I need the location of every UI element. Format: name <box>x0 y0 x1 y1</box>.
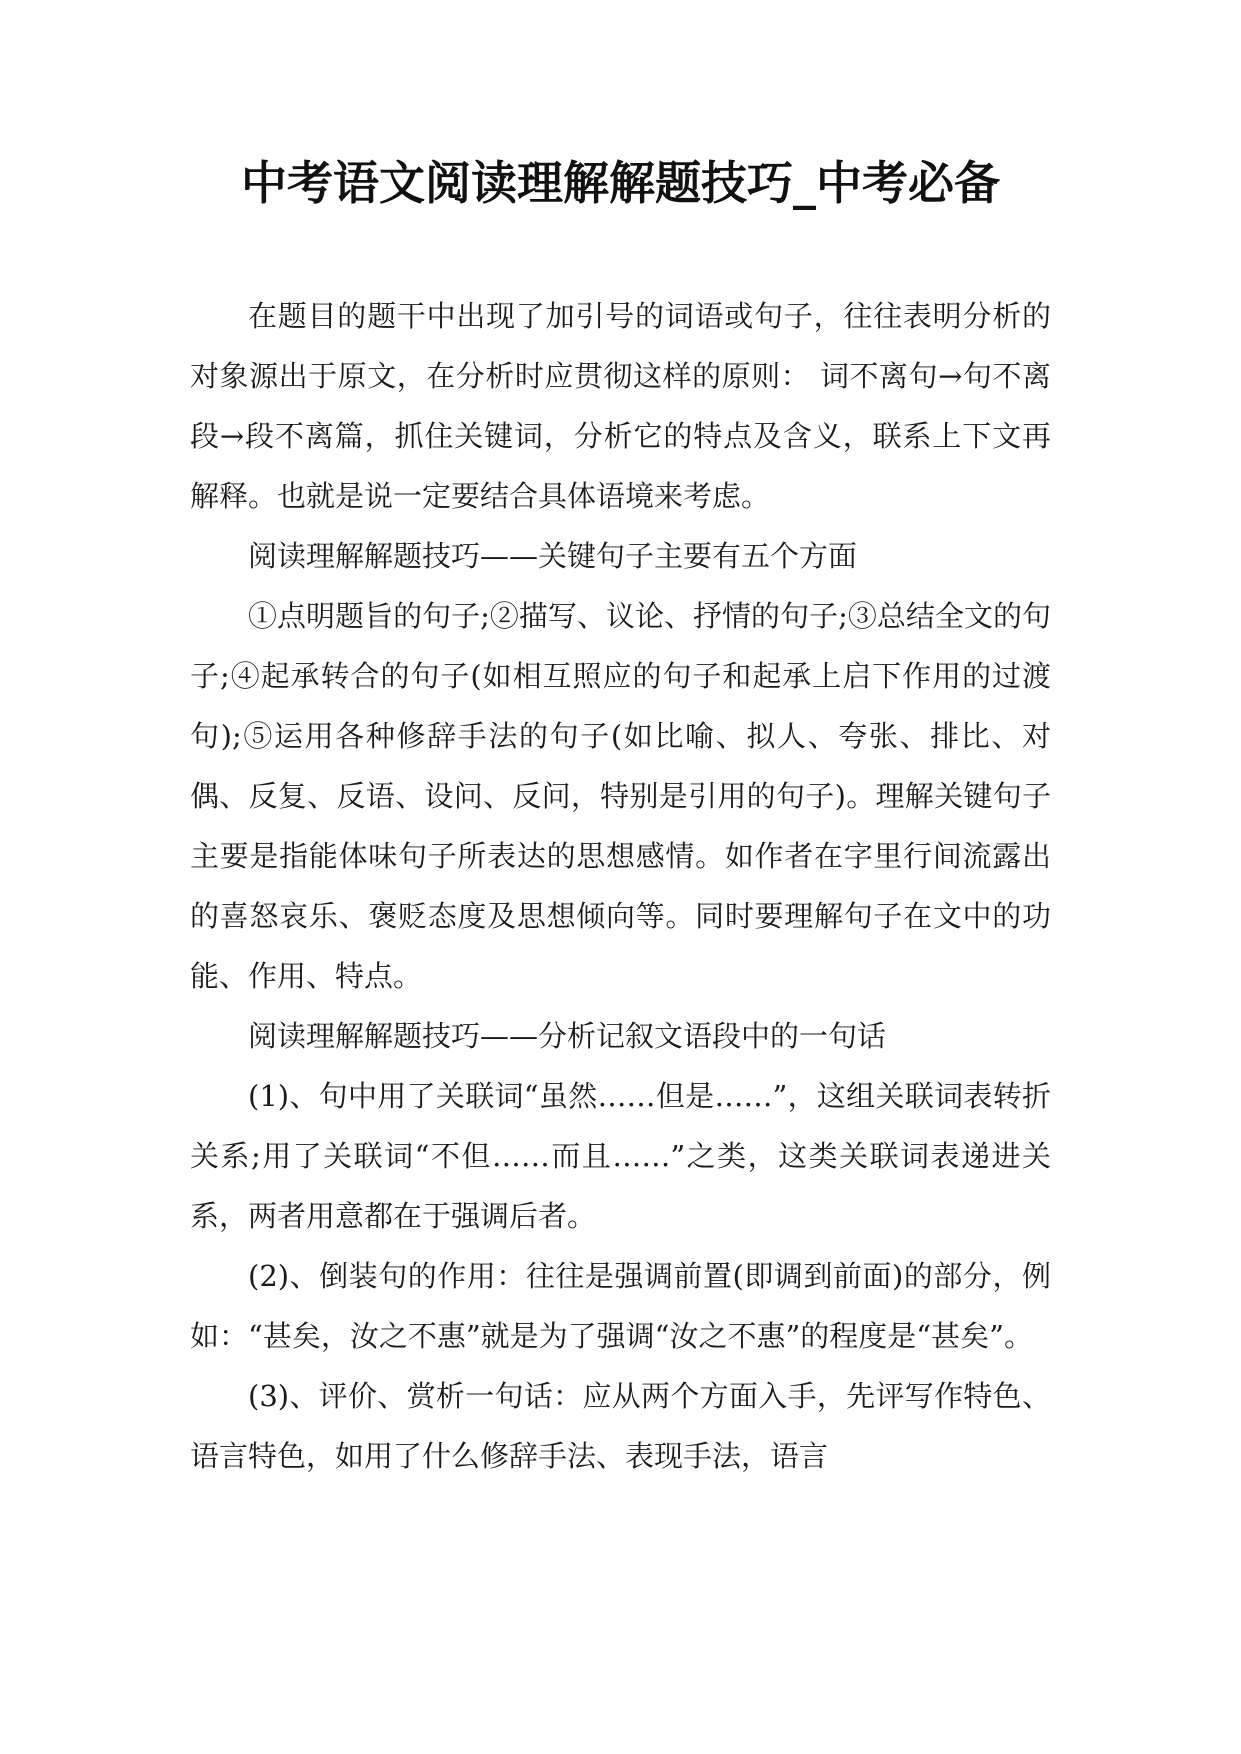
paragraph-intro: 在题目的题干中出现了加引号的词语或句子，往往表明分析的对象源出于原文，在分析时应贯彻这样的原则： 词不离句→句不离段→段不离篇，抓住关键词，分析它的特点及含义，联系上下文再解释。也就是说一定要结合具体语境来考虑。 <box>190 299 1051 513</box>
paragraph-inverted-sentence: (2)、倒装句的作用：往往是强调前置(即调到前面)的部分，例如：“甚矣，汝之不惠”就是为了强调“汝之不惠”的程度是“甚矣”。 <box>190 1259 1051 1353</box>
paragraph-key-sentences-list: ①点明题旨的句子;②描写、议论、抒情的句子;③总结全文的句子;④起承转合的句子(如相互照应的句子和起承上启下作用的过渡句);⑤运用各种修辞手法的句子(如比喻、拟人、夸张、排比、对偶、反复、反语、设问、反问，特别是引用的句子)。理解关键句子主要是指能体味句子所表达的思想感情。如作者在字里行间流露出的喜怒哀乐、褒贬态度及思想倾向等。同时要理解句子在文中的功能、作用、特点。 <box>190 599 1051 993</box>
paragraph-key-sentences-heading: 阅读理解解题技巧——关键句子主要有五个方面 <box>248 539 858 573</box>
document-title: 中考语文阅读理解解题技巧_中考必备 <box>241 156 1000 210</box>
document-body <box>190 286 1051 1486</box>
paragraph-appreciation: (3)、评价、赏析一句话：应从两个方面入手，先评写作特色、语言特色，如用了什么修辞手法、表现手法，语言 <box>190 1379 1051 1473</box>
paragraph-analysis-heading: 阅读理解解题技巧——分析记叙文语段中的一句话 <box>248 1019 887 1053</box>
paragraph-conjunctions: (1)、句中用了关联词“虽然……但是……”，这组关联词表转折关系;用了关联词“不但……而且……”之类，这类关联词表递进关系，两者用意都在于强调后者。 <box>190 1079 1051 1233</box>
